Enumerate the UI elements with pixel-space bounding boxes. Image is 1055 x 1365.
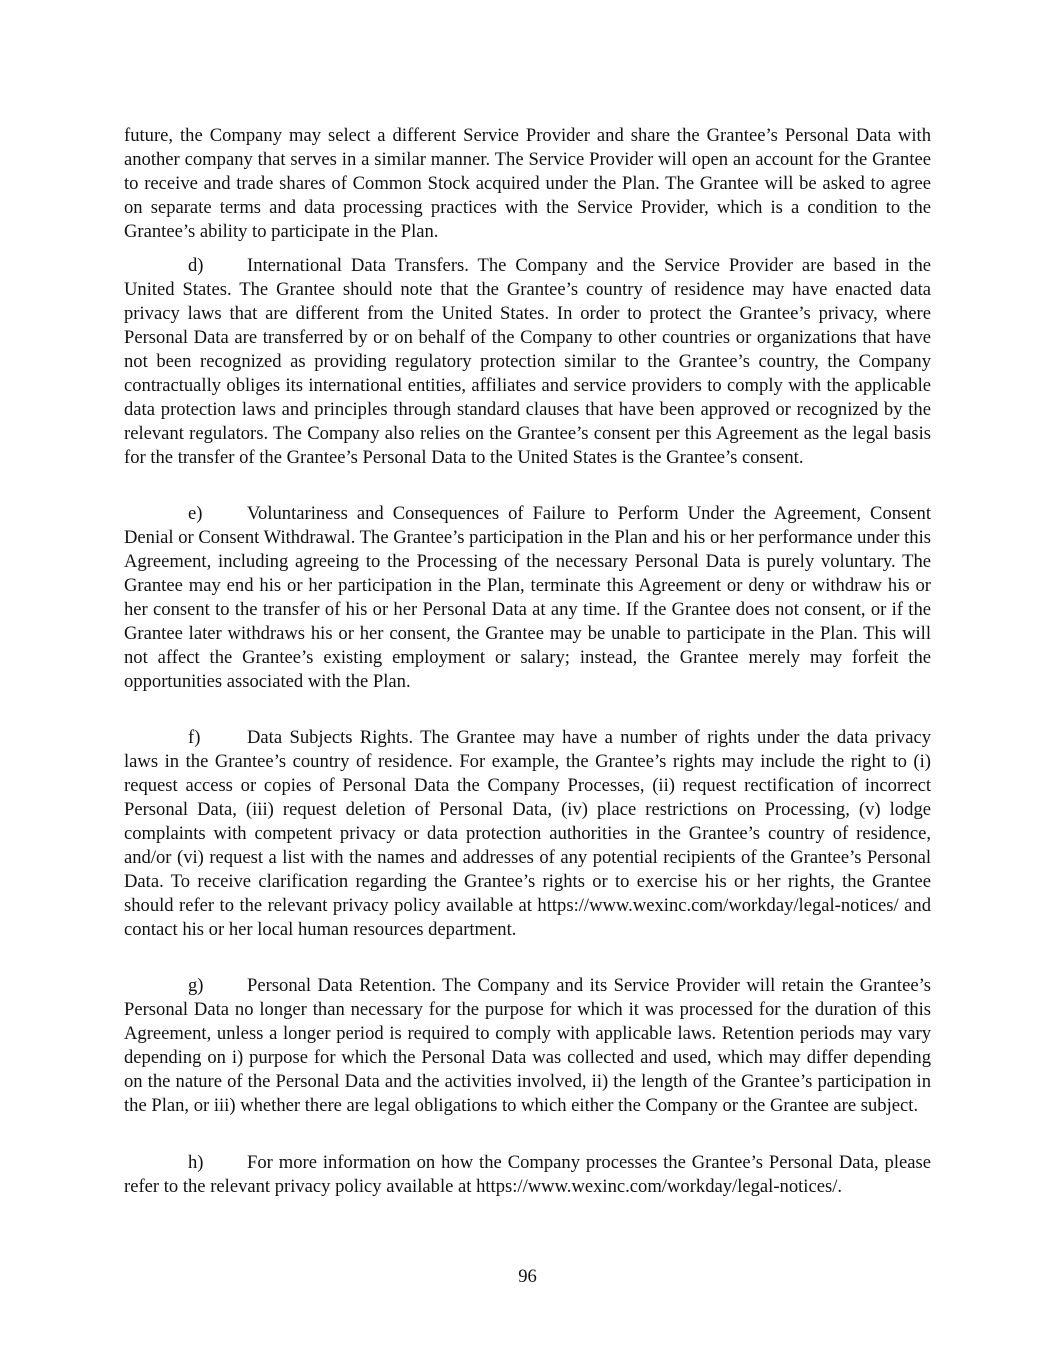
- section-d-paragraph: [124, 254, 931, 470]
- section-g-text: Personal Data Retention. The Company and its Service Provider will retain the Grantee’s Personal Data no longer than necessary for the purpose for which it was processed for the duration of this Agreement, unless a longer period is required to comply with applicable laws. Retention periods may vary depending on i) purpose for which the Personal Data was collected and used, which may differ depending on the nature of the Personal Data and the activities involved, ii) the length of the Grantee’s participation in the Plan, or iii) whether there are legal obligations to which either the Company or the Grantee are subject.: [124, 975, 931, 1116]
- section-h-text: For more information on how the Company processes the Grantee’s Personal Data, please refer to the relevant privacy policy available at https://www.wexinc.com/workday/legal-notices/.: [124, 1152, 931, 1197]
- page-number: 96: [518, 1266, 537, 1287]
- section-e-marker: e): [188, 503, 203, 524]
- section-f-marker: f): [188, 727, 201, 748]
- continuation-paragraph: [124, 124, 931, 244]
- section-g-marker: g): [188, 975, 204, 996]
- section-e-paragraph: [124, 502, 931, 694]
- section-h-paragraph: [124, 1151, 931, 1199]
- section-f-paragraph: [124, 726, 931, 942]
- section-g-paragraph: [124, 974, 931, 1118]
- section-h-marker: h): [188, 1152, 204, 1173]
- section-e-text: Voluntariness and Consequences of Failure to Perform Under the Agreement, Consent Denial or Consent Withdrawal. The Grantee’s participation in the Plan and his or her performance under this Agreement, including agreeing to the Processing of the necessary Personal Data is purely voluntary. The Grantee may end his or her participation in the Plan, terminate this Agreement or deny or withdraw his or her consent to the transfer of his or her Personal Data at any time. If the Grantee does not consent, or if the Grantee later withdraws his or her consent, the Grantee may be unable to participate in the Plan. This will not affect the Grantee’s existing employment or salary; instead, the Grantee merely may forfeit the opportunities associated with the Plan.: [124, 503, 931, 692]
- section-d-text: International Data Transfers. The Company and the Service Provider are based in the United States. The Grantee should note that the Grantee’s country of residence may have enacted data privacy laws that are different from the United States. In order to protect the Grantee’s privacy, where Personal Data are transferred by or on behalf of the Company to other countries or organizations that have not been recognized as providing regulatory protection similar to the Grantee’s country, the Company contractually obliges its international entities, affiliates and service providers to comply with the applicable data protection laws and principles through standard clauses that have been approved or recognized by the relevant regulators. The Company also relies on the Grantee’s consent per this Agreement as the legal basis for the transfer of the Grantee’s Personal Data to the United States is the Grantee’s consent.: [124, 255, 931, 468]
- continuation-text: future, the Company may select a different Service Provider and share the Grantee’s Personal Data with another company that serves in a similar manner. The Service Provider will open an account for the Grantee to receive and trade shares of Common Stock acquired under the Plan. The Grantee will be asked to agree on separate terms and data processing practices with the Service Provider, which is a condition to the Grantee’s ability to participate in the Plan.: [124, 125, 931, 242]
- section-f-text: Data Subjects Rights. The Grantee may have a number of rights under the data privacy laws in the Grantee’s country of residence. For example, the Grantee’s rights may include the right to (i) request access or copies of Personal Data the Company Processes, (ii) request rectification of incorrect Personal Data, (iii) request deletion of Personal Data, (iv) place restrictions on Processing, (v) lodge complaints with competent privacy or data protection authorities in the Grantee’s country of residence, and/or (vi) request a list with the names and addresses of any potential recipients of the Grantee’s Personal Data. To receive clarification regarding the Grantee’s rights or to exercise his or her rights, the Grantee should refer to the relevant privacy policy available at https://www.wexinc.com/workday/legal-notices/ and contact his or her local human resources department.: [124, 727, 931, 940]
- section-d-marker: d): [188, 255, 204, 276]
